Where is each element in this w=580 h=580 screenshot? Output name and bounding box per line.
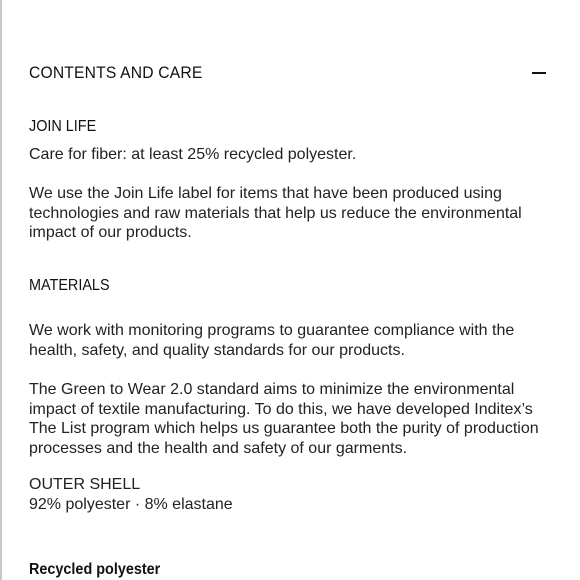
recycled-polyester-heading: Recycled polyester — [29, 561, 161, 578]
left-divider — [0, 0, 2, 580]
outer-shell-composition: 92% polyester · 8% elastane — [29, 496, 233, 513]
contents-and-care-header[interactable] — [29, 58, 551, 88]
outer-shell-label: OUTER SHELL — [29, 476, 141, 493]
join-life-heading: JOIN LIFE — [29, 118, 97, 135]
join-life-care-line: Care for fiber: at least 25% recycled polyester. — [29, 146, 357, 163]
join-life-description: We use the Join Life label for items that have been produced using technologies and raw materials that help us reduce the environmental impact of our products. — [29, 185, 522, 241]
materials-paragraph-2: The Green to Wear 2.0 standard aims to minimize the environmental impact of textile manufacturing. To do this, we have developed Inditex’s The List program which helps us guarantee both the purity of production processes and the health and safety of our garments. — [29, 381, 539, 457]
materials-paragraph-1: We work with monitoring programs to guarantee compliance with the health, safety, and quality standards for our products. — [29, 322, 515, 359]
materials-heading: MATERIALS — [29, 277, 110, 294]
section-title: CONTENTS AND CARE — [29, 63, 203, 82]
minus-icon[interactable] — [531, 65, 547, 81]
